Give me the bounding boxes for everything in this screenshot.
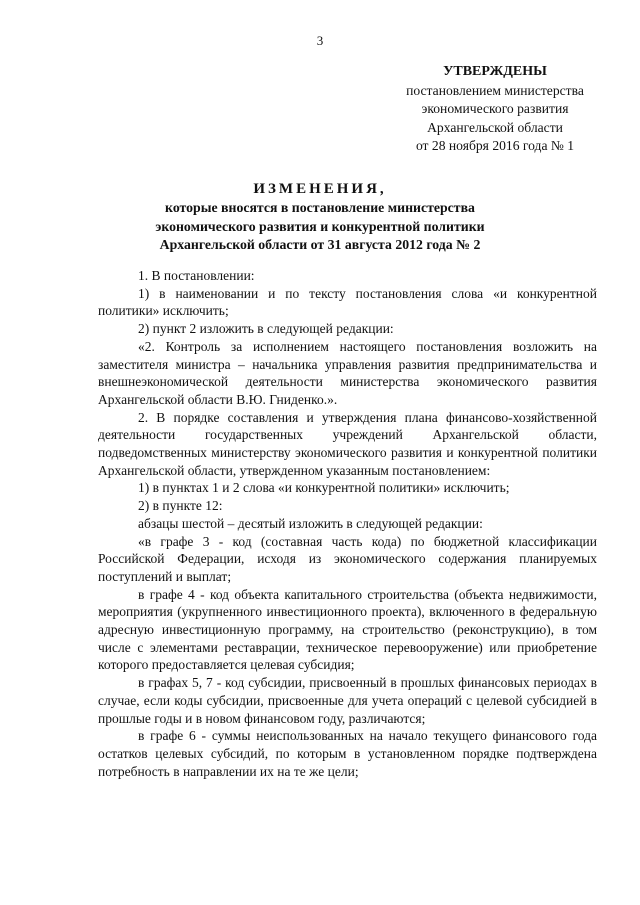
paragraph: в графе 4 - код объекта капитального строительства (объекта недвижимости, мероприятия (укрупненного инвестиционного проекта), включенного в федеральную адресную инвестиционную программу, на строительство (реконструкцию), в том числе с элементами реставрации, техническое перевооружение) или приобретение которого предоставляется целевая субсидия; bbox=[98, 586, 597, 673]
paragraph: «в графе 3 - код (составная часть кода) по бюджетной классификации Российской Федерации, исходя из экономического содержания планируемых поступлений и выплат; bbox=[98, 533, 597, 584]
paragraph: 2) в пункте 12: bbox=[138, 498, 223, 514]
paragraph: 1) в пунктах 1 и 2 слова «и конкурентной политики» исключить; bbox=[138, 480, 510, 496]
approval-title: УТВЕРЖДЕНЫ bbox=[443, 64, 547, 79]
approval-line: от 28 ноября 2016 года № 1 bbox=[415, 138, 575, 153]
paragraph: 2. В порядке составления и утверждения плана финансово-хозяйственной деятельности государственных учреждений Архангельской области, подведомственных министерству экономического развития и конкурентной политики Архангельской области, утвержденном указанным постановлением: bbox=[98, 409, 597, 478]
paragraph: 2) пункт 2 изложить в следующей редакции: bbox=[138, 321, 394, 337]
paragraph: абзацы шестой – десятый изложить в следующей редакции: bbox=[138, 515, 483, 531]
approval-line: экономического развития bbox=[421, 101, 569, 116]
document-body bbox=[98, 267, 597, 780]
document-title: ИЗМЕНЕНИЯ, bbox=[253, 181, 387, 197]
page-number: 3 bbox=[316, 33, 324, 48]
approval-line: постановлением министерства bbox=[406, 82, 584, 98]
heading-line: которые вносятся в постановление министерства bbox=[165, 199, 475, 215]
approval-stamp bbox=[385, 63, 605, 156]
paragraph: 1) в наименовании и по тексту постановления слова «и конкурентной политики» исключить; bbox=[98, 285, 597, 319]
paragraph: в графах 5, 7 - код субсидии, присвоенный в прошлых финансовых периодах в случае, если коды субсидии, присвоенные для учета операций с целевой субсидией в прошлые годы и в новом финансовом году, различаются; bbox=[98, 675, 597, 726]
document-heading bbox=[0, 180, 640, 255]
paragraph: в графе 6 - суммы неиспользованных на начало текущего финансового года остатков целевых субсидий, по которым в установленном порядке подтверждена потребность в направлении их на те же цели; bbox=[98, 728, 597, 779]
heading-line: Архангельской области от 31 августа 2012 года № 2 bbox=[159, 237, 481, 253]
approval-line: Архангельской области bbox=[427, 119, 563, 135]
paragraph: 1. В постановлении: bbox=[138, 268, 255, 283]
heading-line: экономического развития и конкурентной политики bbox=[155, 218, 485, 234]
paragraph: «2. Контроль за исполнением настоящего постановления возложить на заместителя министра – начальника управления развития предпринимательства и внешнеэкономической деятельности министерства экономического развития Архангельской области В.Ю. Гниденко.». bbox=[98, 338, 597, 407]
